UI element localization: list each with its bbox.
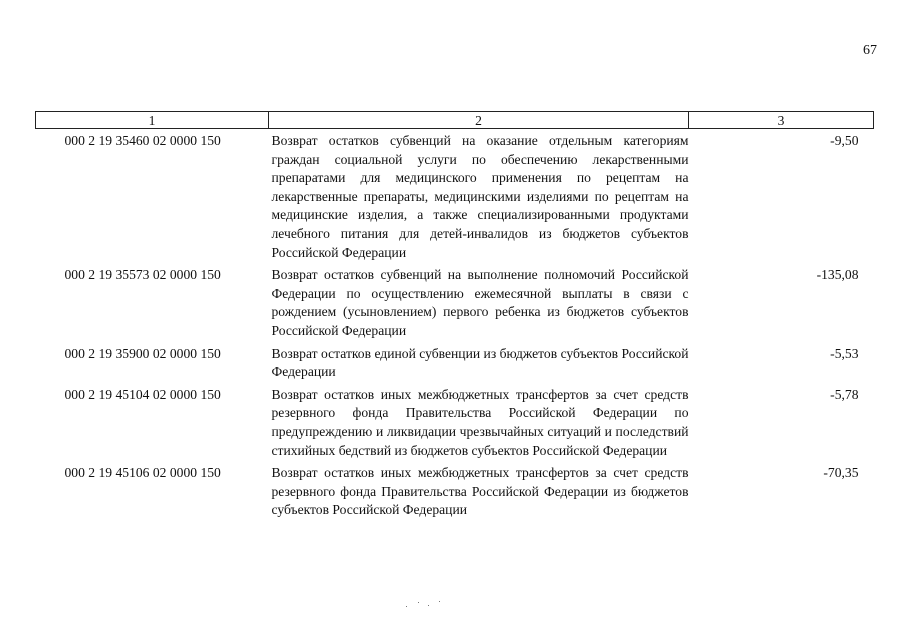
column-header-1: 1 [36,112,269,129]
row-amount: -5,78 [830,386,859,402]
row-amount: -70,35 [823,465,859,481]
row-amount: -135,08 [816,267,859,283]
table-row [36,345,874,386]
table-row [36,386,874,464]
row-description: Возврат остатков субвенций на выполнение полномочий Российской Федерации по осуществлению ежемесячной выплаты в связи с рождением (усыновлением) первого ребенка из бюджетов субъектов Российской Федерации [271,267,689,338]
table-header-row [36,112,874,129]
row-description: Возврат остатков иных межбюджетных трансфертов за счет средств резервного фонда Правительства Российской Федерации из бюджетов субъектов Российской Федерации [271,465,689,518]
table-row [36,266,874,344]
budget-table [35,111,874,524]
page-number: 67 [863,43,877,58]
budget-code: 000 2 19 35573 02 0000 150 [64,267,221,283]
row-description: Возврат остатков субвенций на оказание отдельным категориям граждан социальной услуги по обеспечению лекарственными препаратами для медицинского применения по рецептам на лекарственные препараты, медицинскими изделиями по рецептам на медицинские изделия, а также специализированными продуктами лечебного питания для детей-инвалидов из бюджетов субъектов Российской Федерации [271,133,689,260]
row-description: Возврат остатков иных межбюджетных трансфертов за счет средств резервного фонда Правительства Российской Федерации по предупреждению и ликвидации чрезвычайных ситуаций и последствий стихийных бедствий из бюджетов субъектов Российской Федерации [271,386,689,458]
budget-code: 000 2 19 35900 02 0000 150 [64,345,221,361]
table-row [36,464,874,524]
row-amount: -5,53 [830,345,859,361]
column-header-3: 3 [689,112,874,129]
scan-artifact [406,600,446,610]
budget-code: 000 2 19 45106 02 0000 150 [64,465,221,481]
row-description: Возврат остатков единой субвенции из бюджетов субъектов Российской Федерации [271,345,689,380]
row-amount: -9,50 [830,133,859,148]
budget-code: 000 2 19 45104 02 0000 150 [64,386,221,402]
table-row [36,129,874,267]
budget-code: 000 2 19 35460 02 0000 150 [64,133,221,148]
column-header-2: 2 [269,112,689,129]
